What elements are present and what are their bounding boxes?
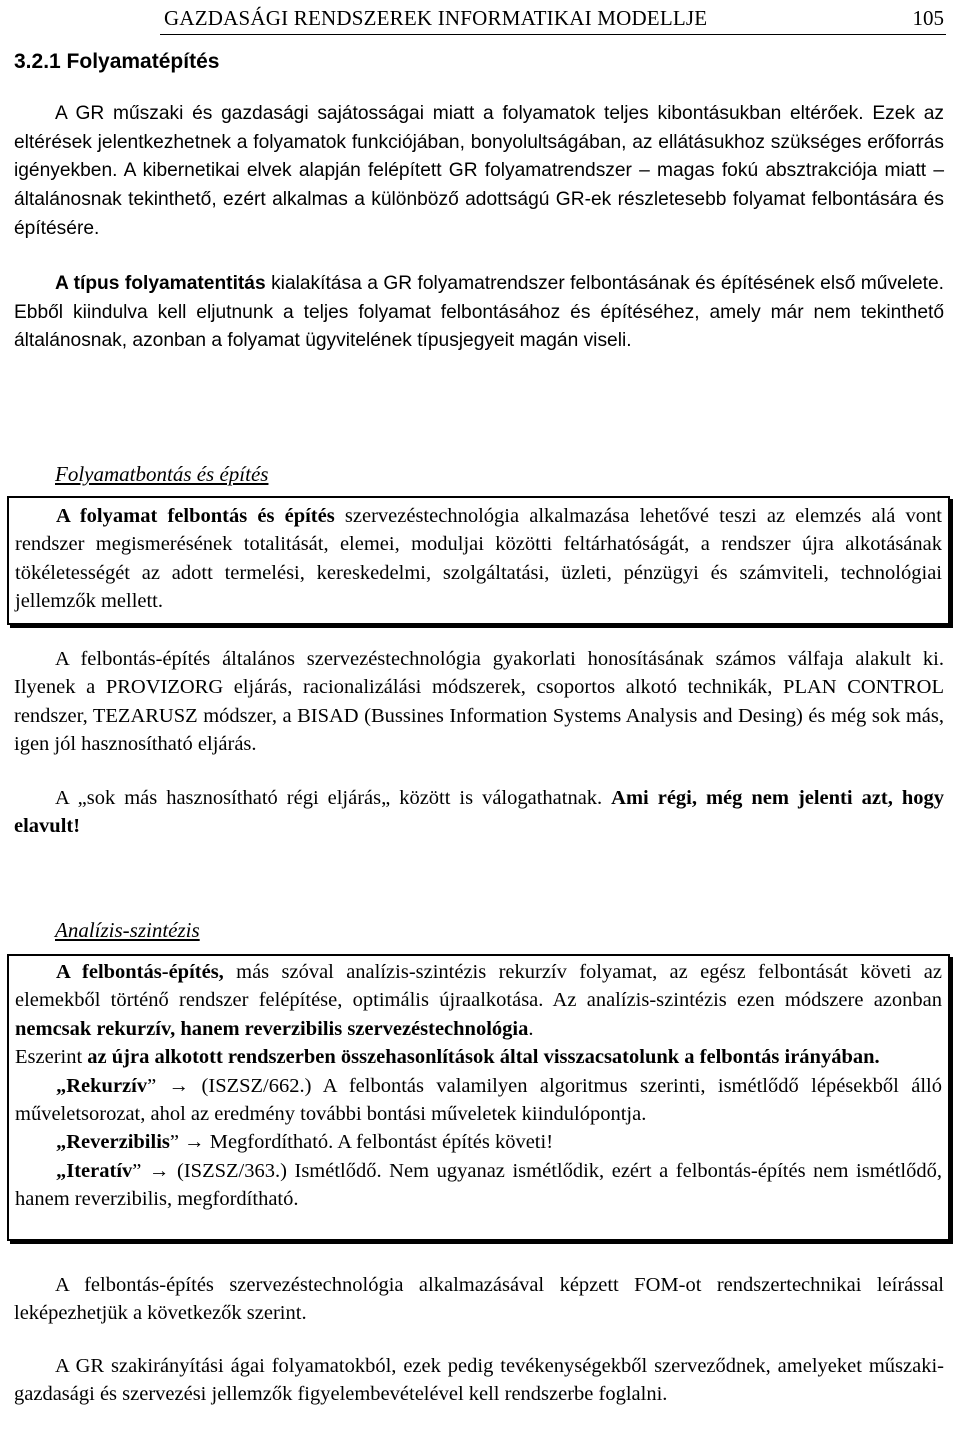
intro-paragraph-1-text: A GR műszaki és gazdasági sajátosságai miatt a folyamatok teljes kibontásukban eltérőek. Ezek az eltérések jelentkezhetnek a folyamatok funkciójában, bonyolultságában, az ellátásukhoz szükséges erőforrás igényekben. A kibernetikai elvek alapján felépített GR folyamatrendszer – magas fokú absztrakciója miatt – általánosnak tekinthető, ezért alkalmas a különböző adottságú GR-ek részletesebb folyamat felbontására és építésére. (14, 103, 944, 239)
analizis-bold-1: A felbontás-építés, (56, 961, 224, 983)
analizis-text-1: más szóval analízis-szintézis rekurzív folyamat, az egész felbontását követi az elemekből történő rendszer felépítése, optimális újraalkotása. Az analízis-szintézis ezen módszere azonban (15, 961, 942, 1012)
paragraph-szakiranyitas-text: A GR szakirányítási ágai folyamatokból, ezek pedig tevékenységekből szerveződnek, amelyeket műszaki-gazdasági és szervezési jellemzők figyelembevételével kell rendszerbe foglalni. (14, 1355, 944, 1406)
paragraph-valfajok (14, 645, 944, 759)
paragraph-regi-eljaras-bold: Ami régi, még nem jelenti azt, hogy elavult! (14, 787, 944, 838)
paragraph-valfajok-text: A felbontás-építés általános szervezéstechnológia gyakorlati honosításának számos válfaja alakult ki. Ilyenek a PROVIZORG eljárás, racionalizálási módszerek, csoportos alkotó technikák, PLAN CONTROL rendszer, TEZARUSZ módszer, a BISAD (Bussines Information Systems Analysis and Desing) és még sok más, igen jól hasznosítható eljárás. (14, 648, 944, 756)
paragraph-szakiranyitas (14, 1352, 944, 1409)
definition-box-bold: A folyamat felbontás és építés (56, 505, 335, 527)
paragraph-fom (14, 1271, 944, 1328)
analizis-paragraph-1 (15, 958, 942, 1043)
term-rekurziv: „Rekurzív (56, 1074, 148, 1097)
subsection-heading-analizis: Analízis-szintézis (55, 918, 200, 942)
intro-paragraph-2 (14, 270, 944, 356)
header-title: GAZDASÁGI RENDSZEREK INFORMATIKAI MODELLJE (164, 6, 708, 30)
definition-box-text (15, 502, 942, 616)
paragraph-regi-eljaras (14, 784, 944, 841)
analizis-bold-2: nemcsak rekurzív, hanem reverzibilis szervezéstechnológia (15, 1017, 529, 1040)
intro-paragraph-2-text: kialakítása a GR folyamatrendszer felbontásának és építésének első művelete. Ebből kiindulva kell eljutnunk a teljes folyamat felbontásához és építéséhez, amely már nem tekinthető általánosnak, azonban a folyamat ügyvitelének típusjegyeit magán viseli. (14, 273, 944, 352)
analizis-bold-3: az újra alkotott rendszerben összehasonlítások által visszacsatolunk a felbontás irányában. (87, 1046, 880, 1069)
page-number: 105 (912, 6, 944, 30)
definition-reverzibilis (15, 1128, 942, 1156)
paragraph-regi-eljaras-text: A „sok más hasznosítható régi eljárás„ között is válogathatnak. (55, 787, 612, 809)
definition-box-analizis (7, 954, 950, 1241)
analizis-paragraph-2 (15, 1043, 942, 1071)
running-header (160, 4, 946, 35)
definition-box-rest: szervezéstechnológia alkalmazása lehetővé teszi az elemzés alá vont rendszer megismerésének totalitását, elemei, moduljai közötti feltárhatóságát, a rendszer újra alkotásának tökéletességét az adott termelési, kereskedelmi, szolgáltatási, üzleti, pénzügyi és számviteli, technológiai jellemzők mellett. (15, 505, 942, 613)
definition-box-folyamatbontas (7, 496, 950, 625)
definition-iterativ (15, 1157, 942, 1214)
intro-paragraph-1 (14, 100, 944, 244)
analizis-text-2: Eszerint (15, 1046, 88, 1069)
definition-iterativ-text: ” → (ISZSZ/363.) Ismétlődő. Nem ugyanaz ismétlődik, ezért a felbontás-építés nem ismétlődő, hanem reverzibilis, megfordítható. (15, 1159, 942, 1211)
analizis-text-1-end: . (528, 1017, 534, 1040)
subsection-heading-folyamatbontas: Folyamatbontás és építés (55, 462, 269, 486)
definition-rekurziv (15, 1072, 942, 1129)
definition-rekurziv-text: ” → (ISZSZ/662.) A felbontás valamilyen algoritmus szerinti, ismétlődő lépésekből álló műveletsorozat, ahol az eredmény további bontási műveletek kiindulópontja. (15, 1074, 942, 1126)
paragraph-fom-text: A felbontás-építés szervezéstechnológia alkalmazásával képzett FOM-ot rendszertechnikai leírással leképezhetjük a következők szerint. (14, 1274, 944, 1325)
section-heading: 3.2.1 Folyamatépítés (14, 50, 220, 73)
term-reverzibilis: „Reverzibilis (56, 1131, 170, 1154)
term-iterativ: „Iteratív (56, 1159, 133, 1182)
intro-paragraph-2-bold: A típus folyamatentitás (55, 273, 266, 294)
definition-reverzibilis-text: ” → Megfordítható. A felbontást építés követi! (169, 1131, 554, 1154)
